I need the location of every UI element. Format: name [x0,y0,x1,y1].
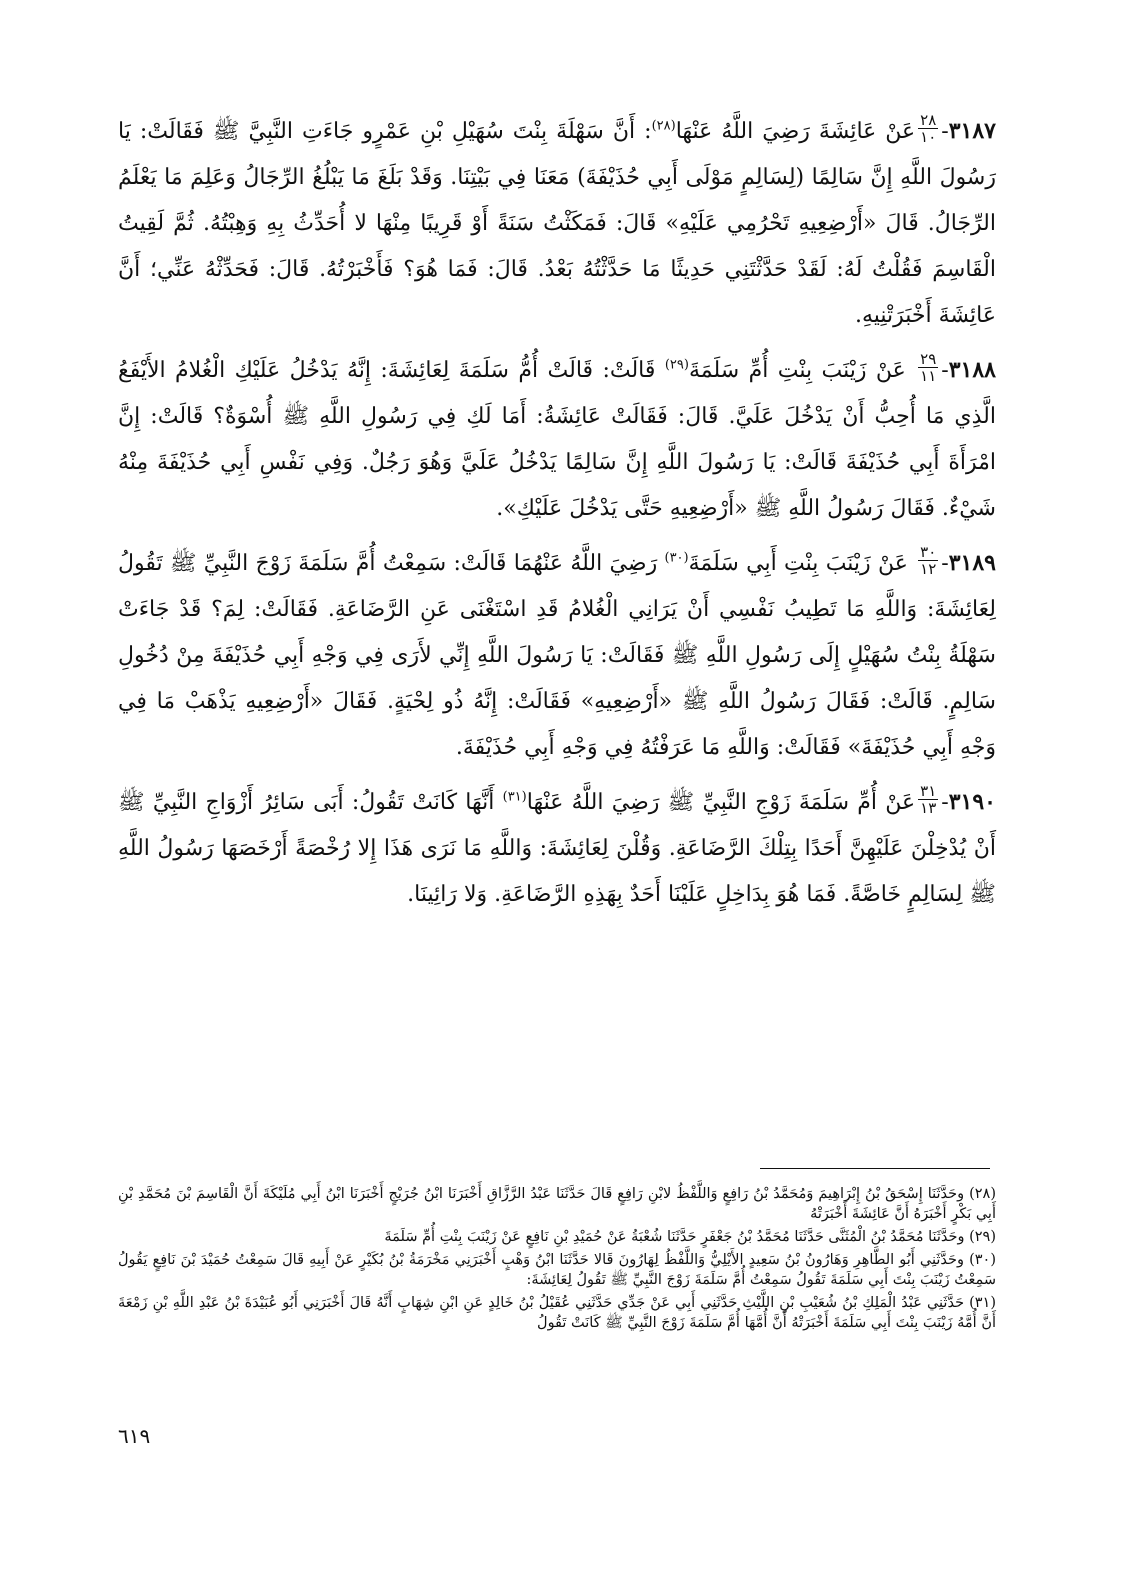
hadith-3187 [118,108,996,339]
hadith-narrator: عَنْ زَيْنَبَ بِنْتِ أَبِي سَلَمَةَ [688,551,908,576]
fraction-denominator: ١٣ [920,798,937,817]
hadith-heading: ٣١٨٧- $\frac{٢٨}{١٠}$ [920,110,996,146]
fraction-numerator: ٢٩ [920,349,937,368]
main-text [118,108,996,926]
hadith-number: ٣١٨٨ [948,357,996,383]
hadith-narrator: عَنْ أُمِّ سَلَمَةَ زَوْجِ النَّبِيِّ ﷺ رَضِيَ اللَّهُ عَنْهَا [526,790,916,815]
hadith-heading: ٣١٨٩- $\frac{٣٠}{١٢}$ [920,542,996,578]
hadith-number: ٣١٩٠ [948,789,996,815]
fraction-numerator: ٢٨ [920,110,937,129]
footnote-reference[interactable]: (٣١) [502,789,527,805]
cross-reference-fraction [918,351,938,384]
fraction-numerator: ٣٠ [920,542,937,561]
fraction-numerator: ٣١ [920,781,937,800]
footnote-separator [760,1168,990,1169]
page-number: ٦١٩ [118,1424,151,1448]
footnotes [118,1184,996,1336]
footnote-reference[interactable]: (٢٩) [664,357,689,373]
footnote-29: (٢٩) وحَدَّثَنَا مُحَمَّدُ بْنُ الْمُثَنَّى حَدَّثَنَا مُحَمَّدُ بْنُ جَعْفَرٍ حَدَّثَنَا شُعْبَةُ عَنْ حُمَيْدِ بْنِ نَافِعٍ عَنْ زَيْنَبَ بِنْتِ أُمِّ سَلَمَةَ [384,1229,996,1245]
footnote-28: (٢٨) وحَدَّثَنَا إِسْحَقُ بْنُ إِبْرَاهِيمَ وَمُحَمَّدُ بْنُ رَافِعٍ وَاللَّفْظُ لابْنِ رَافِعٍ قَالَ حَدَّثَنَا عَبْدُ الرَّزَّاقِ أَخْبَرَنَا ابْنُ جُرَيْجٍ أَخْبَرَنَا ابْنُ أَبِي مُلَيْكَةَ أَنَّ الْقَاسِمَ بْنَ مُحَمَّدِ بْنِ أَبِي بَكْرٍ أَخْبَرَهُ أَنَّ عَائِشَةَ أَخْبَرَتْهُ [118,1186,996,1222]
hadith-text: : أَنَّ سَهْلَةَ بِنْتَ سُهَيْلِ بْنِ عَمْرٍو جَاءَتِ النَّبِيَّ ﷺ فَقَالَتْ: يَا رَسُولَ اللَّهِ إِنَّ سَالِمًا (لِسَالِمٍ مَوْلَى أَبِي حُذَيْفَةَ) مَعَنَا فِي بَيْتِنَا. وَقَدْ بَلَغَ مَا يَبْلُغُ الرِّجَالُ وَعَلِمَ مَا يَعْلَمُ الرِّجَالُ. قَالَ «أَرْضِعِيهِ تَحْرُمِي عَلَيْهِ» قَالَ: فَمَكَثْتُ سَنَةً أَوْ قَرِيبًا مِنْهَا لا أُحَدِّثُ بِهِ وَهِبْتُهُ. ثُمَّ لَقِيتُ الْقَاسِمَ فَقُلْتُ لَهُ: لَقَدْ حَدَّثْتَنِي حَدِيثًا مَا حَدَّثْتُهُ بَعْدُ. قَالَ: فَمَا هُوَ؟ فَأَخْبَرْتُهُ. قَالَ: فَحَدِّثْهُ عَنِّي؛ أَنَّ عَائِشَةَ أَخْبَرَتْنِيهِ. [118,119,996,328]
footnote-31: (٣١) حَدَّثَنِي عَبْدُ الْمَلِكِ بْنُ شُعَيْبِ بْنِ اللَّيْثِ حَدَّثَنِي أَبِي عَنْ جَدِّي حَدَّثَنِي عُقَيْلُ بْنُ خَالِدٍ عَنِ ابْنِ شِهَابٍ أَنَّهُ قَالَ أَخْبَرَنِي أَبُو عُبَيْدَةَ بْنُ عَبْدِ اللَّهِ بْنِ زَمْعَةَ أَنَّ أُمَّهُ زَيْنَبَ بِنْتَ أَبِي سَلَمَةَ أَخْبَرَتْهُ أَنَّ أُمَّهَا أُمَّ سَلَمَةَ زَوْجَ النَّبِيِّ ﷺ كَانَتْ تَقُولُ [118,1295,996,1331]
hadith-narrator: عَنْ زَيْنَبَ بِنْتِ أُمِّ سَلَمَةَ [688,358,906,383]
fraction-denominator: ١٠ [920,127,937,146]
footnote-30: (٣٠) وحَدَّثَنِي أَبُو الطَّاهِرِ وَهَارُونُ بْنُ سَعِيدٍ الأَيْلِيُّ وَاللَّفْظُ لِهَارُونَ قَالا حَدَّثَنَا ابْنُ وَهْبٍ أَخْبَرَنِي مَخْرَمَةُ بْنُ بُكَيْرٍ عَنْ أَبِيهِ قَالَ سَمِعْتُ حُمَيْدَ بْنَ نَافِعٍ يَقُولُ سَمِعْتُ زَيْنَبَ بِنْتَ أَبِي سَلَمَةَ تَقُولُ سَمِعْتُ أُمَّ سَلَمَةَ زَوْجَ النَّبِيِّ ﷺ تَقُولُ لِعَائِشَةَ: [118,1252,996,1288]
hadith-heading: ٣١٩٠- $\frac{٣١}{١٣}$ [920,781,996,817]
hadith-text: أَنَّهَا كَانَتْ تَقُولُ: أَبَى سَائِرُ أَزْوَاجِ النَّبِيِّ ﷺ أَنْ يُدْخِلْنَ عَلَيْهِنَّ أَحَدًا بِتِلْكَ الرَّضَاعَةِ. وَقُلْنَ لِعَائِشَةَ: وَاللَّهِ مَا نَرَى هَذَا إِلا رُخْصَةً أَرْخَصَهَا رَسُولُ اللَّهِ ﷺ لِسَالِمٍ خَاصَّةً. فَمَا هُوَ بِدَاخِلٍ عَلَيْنَا أَحَدٌ بِهَذِهِ الرَّضَاعَةِ. وَلا رَائِينَا. [118,790,996,907]
hadith-number: ٣١٨٧ [948,118,996,144]
hadith-heading: ٣١٨٨- $\frac{٢٩}{١١}$ [920,349,996,385]
hadith-number: ٣١٨٩ [948,550,996,576]
hadith-3188 [118,347,996,532]
hadith-text: رَضِيَ اللَّهُ عَنْهُمَا قَالَتْ: سَمِعْتُ أُمَّ سَلَمَةَ زَوْجَ النَّبِيِّ ﷺ تَقُولُ لِعَائِشَةَ: وَاللَّهِ مَا تَطِيبُ نَفْسِي أَنْ يَرَانِي الْغُلامُ قَدِ اسْتَغْنَى عَنِ الرَّضَاعَةِ. فَقَالَتْ: لِمَ؟ قَدْ جَاءَتْ سَهْلَةُ بِنْتُ سُهَيْلٍ إِلَى رَسُولِ اللَّهِ ﷺ فَقَالَتْ: يَا رَسُولَ اللَّهِ إِنِّي لأَرَى فِي وَجْهِ أَبِي حُذَيْفَةَ مِنْ دُخُولِ سَالِمٍ. قَالَتْ: فَقَالَ رَسُولُ اللَّهِ ﷺ «أَرْضِعِيهِ» فَقَالَتْ: إِنَّهُ ذُو لِحْيَةٍ. فَقَالَ «أَرْضِعِيهِ يَذْهَبْ مَا فِي وَجْهِ أَبِي حُذَيْفَةَ» فَقَالَتْ: وَاللَّهِ مَا عَرَفْتُهُ فِي وَجْهِ أَبِي حُذَيْفَةَ. [118,551,996,760]
hadith-3190 [118,779,996,918]
footnote-reference[interactable]: (٣٠) [664,550,689,566]
hadith-text: قَالَتْ: قَالَتْ أُمُّ سَلَمَةَ لِعَائِشَةَ: إِنَّهُ يَدْخُلُ عَلَيْكِ الْغُلامُ الأَيْفَعُ الَّذِي مَا أُحِبُّ أَنْ يَدْخُلَ عَلَيَّ. قَالَ: فَقَالَتْ عَائِشَةُ: أَمَا لَكِ فِي رَسُولِ اللَّهِ ﷺ أُسْوَةٌ؟ قَالَتْ: إِنَّ امْرَأَةَ أَبِي حُذَيْفَةَ قَالَتْ: يَا رَسُولَ اللَّهِ إِنَّ سَالِمًا يَدْخُلُ عَلَيَّ وَهُوَ رَجُلٌ. وَفِي نَفْسِ أَبِي حُذَيْفَةَ مِنْهُ شَيْءٌ. فَقَالَ رَسُولُ اللَّهِ ﷺ «أَرْضِعِيهِ حَتَّى يَدْخُلَ عَلَيْكِ». [118,358,996,521]
cross-reference-fraction [918,783,938,816]
cross-reference-fraction [918,544,938,577]
hadith-3189 [118,540,996,771]
fraction-denominator: ١١ [920,366,937,385]
cross-reference-fraction [918,112,938,145]
footnote-reference[interactable]: (٢٨) [651,118,676,134]
hadith-narrator: عَنْ عَائِشَةَ رَضِيَ اللَّهُ عَنْهَا [675,119,916,144]
fraction-denominator: ١٢ [920,559,937,578]
